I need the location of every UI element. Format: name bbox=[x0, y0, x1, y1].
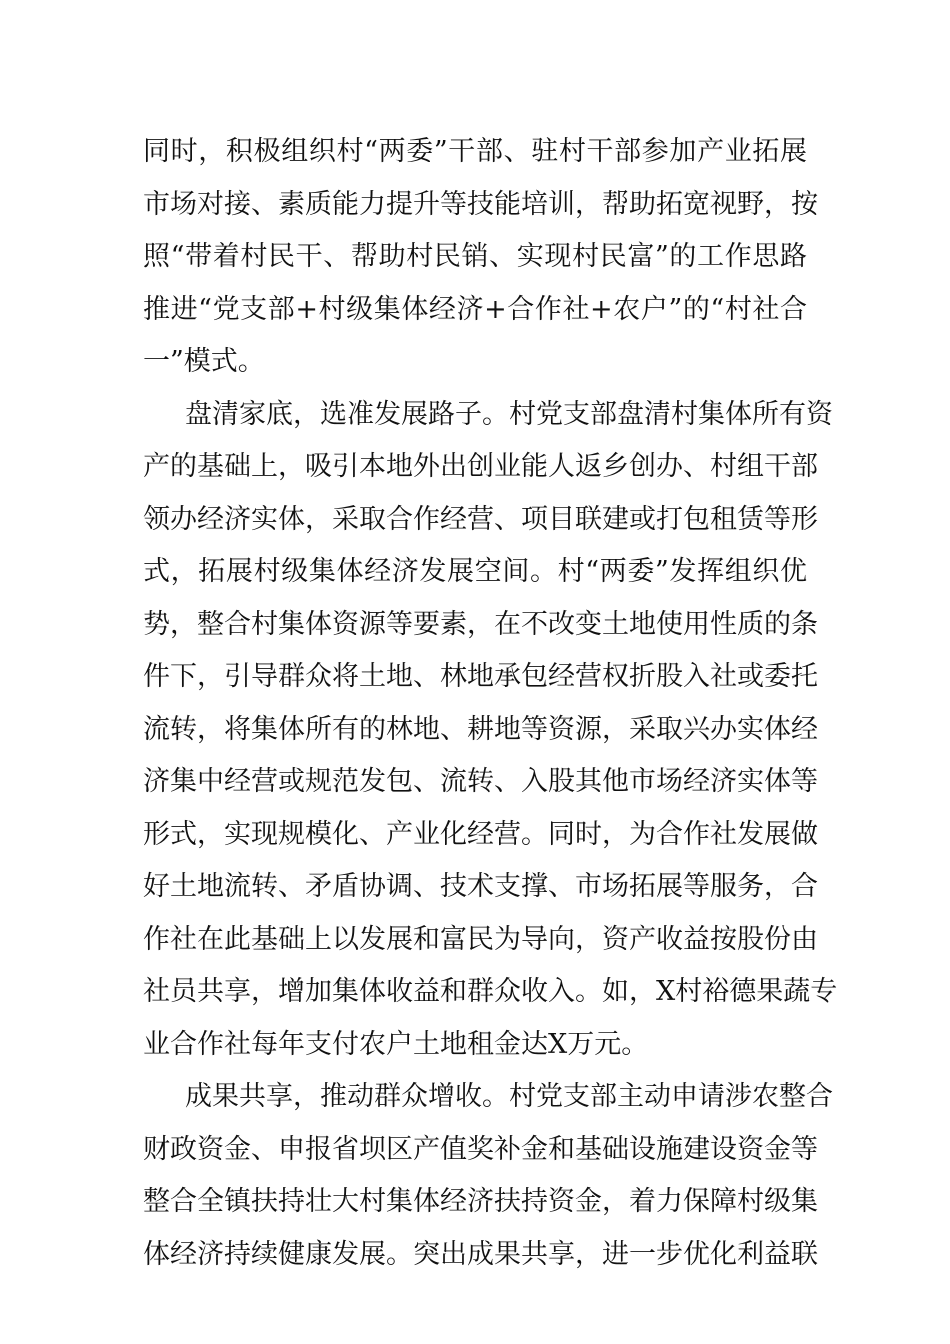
text-line: 作社在此基础上以发展和富民为导向，资产收益按股份由 bbox=[143, 923, 818, 955]
text-line: 整合全镇扶持壮大村集体经济扶持资金，着力保障村级集 bbox=[143, 1186, 818, 1217]
text-line: 一”模式。 bbox=[143, 346, 265, 377]
text-line: 照“带着村民干、帮助村民销、实现村民富”的工作思路 bbox=[143, 241, 807, 272]
text-line: 产的基础上，吸引本地外出创业能人返乡创办、村组干部 bbox=[143, 451, 818, 482]
text-line: 件下，引导群众将土地、林地承包经营权折股入社或委托 bbox=[143, 661, 818, 692]
text-line: 式，拓展村级集体经济发展空间。村“两委”发挥组织优 bbox=[143, 556, 807, 587]
text-line: 流转，将集体所有的林地、耕地等资源，采取兴办实体经 bbox=[143, 713, 818, 745]
text-line: 业合作社每年支付农户土地租金达X万元。 bbox=[143, 1028, 649, 1060]
text-line: 势，整合村集体资源等要素，在不改变土地使用性质的条 bbox=[143, 608, 818, 640]
text-line: 推进“党支部+村级集体经济+合作社+农户”的“村社合 bbox=[143, 293, 807, 325]
text-line: 济集中经营或规范发包、流转、入股其他市场经济实体等 bbox=[143, 766, 818, 797]
text-line: 社员共享，增加集体收益和群众收入。如，X村裕德果蔬专 bbox=[143, 976, 838, 1007]
paragraph-heading-line: 成果共享，推动群众增收。村党支部主动申请涉农整合 bbox=[185, 1081, 833, 1112]
text-line: 形式，实现规模化、产业化经营。同时，为合作社发展做 bbox=[143, 818, 818, 850]
text-line: 市场对接、素质能力提升等技能培训，帮助拓宽视野，按 bbox=[143, 188, 818, 220]
text-line: 财政资金、申报省坝区产值奖补金和基础设施建设资金等 bbox=[143, 1133, 818, 1165]
paragraph-heading-line: 盘清家底，选准发展路子。村党支部盘清村集体所有资 bbox=[185, 398, 833, 430]
text-line: 同时，积极组织村“两委”干部、驻村干部参加产业拓展 bbox=[143, 136, 807, 167]
text-line: 体经济持续健康发展。突出成果共享，进一步优化利益联 bbox=[143, 1238, 818, 1270]
body-text bbox=[143, 126, 838, 1281]
text-line: 领办经济实体，采取合作经营、项目联建或打包租赁等形 bbox=[143, 503, 818, 535]
text-line: 好土地流转、矛盾协调、技术支撑、市场拓展等服务，合 bbox=[143, 871, 818, 902]
